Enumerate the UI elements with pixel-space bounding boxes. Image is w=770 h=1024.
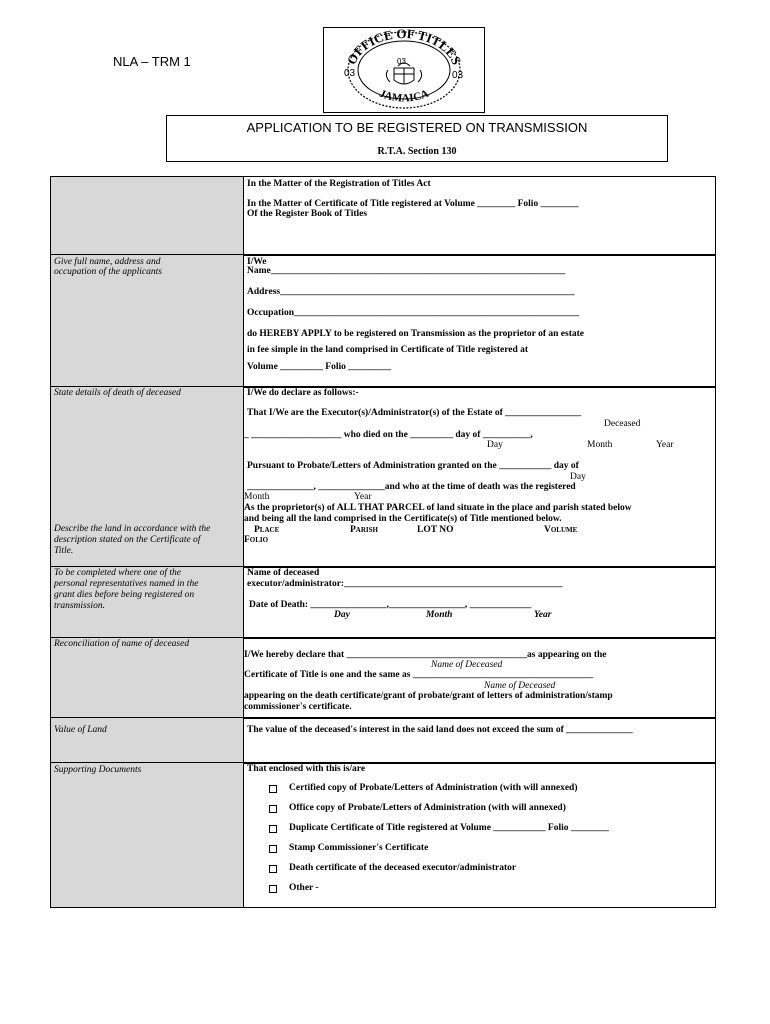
applicant-occupation-field[interactable]: Occupation____________________________________________________________: [247, 308, 579, 318]
death-cell: [243, 386, 716, 568]
seal-top-text: OFFICE OF TITLES: [343, 28, 465, 67]
doc-item-1: Certified copy of Probate/Letters of Administration (with will annexed): [289, 783, 578, 793]
day-caption-2: Day: [570, 472, 586, 482]
matter-label-cell: [50, 176, 244, 256]
matter-line-2: In the Matter of Certificate of Title registered at Volume ________ Folio ________: [247, 199, 579, 209]
doc-checkbox-4[interactable]: [269, 845, 277, 853]
completion-cell: [243, 566, 716, 639]
doc-item-2: Office copy of Probate/Letters of Administration (with will annexed): [289, 803, 566, 813]
reconciliation-line-4: commissioner's certificate.: [244, 702, 352, 712]
applicants-label-1: Give full name, address and: [54, 257, 161, 267]
seal-emblem-icon: [324, 28, 484, 112]
svg-text:JAMAICA: [378, 88, 431, 105]
year-caption: Year: [656, 440, 674, 450]
applicants-iwe: I/We: [247, 257, 267, 267]
doc-checkbox-2[interactable]: [269, 805, 277, 813]
name-of-deceased-caption: Name of deceased: [247, 568, 320, 578]
doc-item-3: Duplicate Certificate of Title registered at Volume ___________ Folio ________: [289, 823, 609, 833]
supporting-label-cell: [50, 762, 244, 908]
seal-top-num: 03: [397, 57, 406, 66]
doc-item-4: Stamp Commissioner's Certificate: [289, 843, 429, 853]
land-desc-label-1: Describe the land in accordance with the: [54, 524, 211, 534]
seal-left-num: 03: [344, 68, 356, 79]
value-cell: [243, 717, 716, 764]
matter-cell: [243, 176, 716, 256]
doc-checkbox-6[interactable]: [269, 885, 277, 893]
value-label: Value of Land: [54, 725, 107, 735]
completion-label-3: grant dies before being registered on: [54, 590, 195, 600]
declare-text: I/We do declare as follows:-: [247, 388, 359, 398]
day-caption: Day: [487, 440, 503, 450]
doc-item-6: Other -: [289, 883, 319, 893]
applicants-cell: [243, 254, 716, 388]
executor-admin-field[interactable]: executor/administrator:______________________________________________: [247, 579, 563, 589]
land-text: and being all the land comprised in the Certificate(s) of Title mentioned below.: [244, 514, 562, 524]
value-field[interactable]: The value of the deceased's interest in the said land does not exceed the sum of ______________: [247, 725, 633, 735]
col-volume: Volume: [544, 525, 578, 535]
month-caption-2: Month: [244, 492, 270, 502]
matter-line-1: In the Matter of the Registration of Titles Act: [247, 179, 431, 189]
dod-month-caption: Month: [426, 610, 453, 620]
name-of-deceased-caption-1: Name of Deceased: [431, 660, 503, 670]
year-caption-2: Year: [354, 492, 372, 502]
proprietor-text: As the proprietor(s) of ALL THAT PARCEL of land situate in the place and parish stated below: [244, 503, 632, 513]
reconciliation-label-cell: [50, 637, 244, 719]
applicant-address-field[interactable]: Address______________________________________________________________: [247, 287, 575, 297]
value-label-cell: [50, 717, 244, 764]
col-lot-no: LOT NO: [417, 525, 454, 535]
reconciliation-line-1[interactable]: I/We hereby declare that ______________________________________as appearing on the: [244, 650, 607, 660]
supporting-cell: [243, 762, 716, 908]
col-parish: Parish: [350, 525, 378, 535]
page-subtitle: R.T.A. Section 130: [377, 146, 457, 157]
office-of-titles-seal: [323, 27, 485, 113]
col-folio: Folio: [244, 535, 269, 545]
applicant-name-field[interactable]: Name______________________________________________________________: [247, 266, 566, 276]
form-code: NLA – TRM 1: [113, 54, 191, 69]
doc-checkbox-1[interactable]: [269, 785, 277, 793]
completion-label-4: transmission.: [54, 601, 105, 611]
volume-folio-field[interactable]: Volume _________ Folio _________: [247, 362, 391, 372]
death-label-cell: [50, 386, 244, 568]
dod-year-caption: Year: [534, 610, 552, 620]
reconciliation-line-2[interactable]: Certificate of Title is one and the same as ______________________________________: [244, 670, 594, 680]
month-caption: Month: [587, 440, 613, 450]
page-title: APPLICATION TO BE REGISTERED ON TRANSMISSION: [246, 120, 588, 135]
completion-label-2: personal representatives named in the: [54, 579, 199, 589]
seal-right-num: 03: [452, 70, 464, 81]
deceased-caption: Deceased: [604, 419, 641, 429]
matter-line-3: Of the Register Book of Titles: [247, 209, 368, 219]
reconciliation-label: Reconciliation of name of deceased: [54, 639, 190, 649]
date-of-death-field[interactable]: Date of Death: ________________,________________, _____________: [249, 600, 532, 610]
doc-checkbox-5[interactable]: [269, 865, 277, 873]
death-label: State details of death of deceased: [54, 388, 181, 398]
reconciliation-line-3: appearing on the death certificate/grant of probate/grant of letters of administration/stamp: [244, 691, 613, 701]
completion-label-1: To be completed where one of the: [54, 568, 181, 578]
doc-item-5: Death certificate of the deceased executor/administrator: [289, 863, 517, 873]
applicants-label-2: occupation of the applicants: [54, 267, 162, 277]
doc-checkbox-3[interactable]: [269, 825, 277, 833]
executors-field[interactable]: That I/We are the Executor(s)/Administrator(s) of the Estate of ________________: [247, 408, 582, 418]
supporting-intro: That enclosed with this is/are: [247, 764, 366, 774]
reconciliation-cell: [243, 637, 716, 719]
probate-field[interactable]: Pursuant to Probate/Letters of Administration granted on the ___________ day of: [247, 461, 579, 471]
dod-day-caption: Day: [334, 610, 350, 620]
title-box: [166, 115, 668, 162]
land-desc-label-2: description stated on the Certificate of: [54, 535, 201, 545]
fee-simple-statement: in fee simple in the land comprised in Certificate of Title registered at: [247, 345, 529, 355]
completion-label-cell: [50, 566, 244, 639]
applicants-label-cell: [50, 254, 244, 388]
land-desc-label-3: Title.: [54, 546, 74, 556]
registered-line[interactable]: ______________, ______________and who at the time of death was the registered: [247, 482, 576, 492]
col-place: Place: [254, 525, 280, 535]
apply-statement: do HEREBY APPLY to be registered on Transmission as the proprietor of an estate: [247, 329, 584, 339]
died-on-field[interactable]: _ ___________________ who died on the _________ day of __________,: [244, 430, 533, 440]
supporting-label: Supporting Documents: [54, 765, 142, 775]
seal-bottom-text: JAMAICA: [377, 87, 431, 105]
name-of-deceased-caption-2: Name of Deceased: [484, 681, 556, 691]
